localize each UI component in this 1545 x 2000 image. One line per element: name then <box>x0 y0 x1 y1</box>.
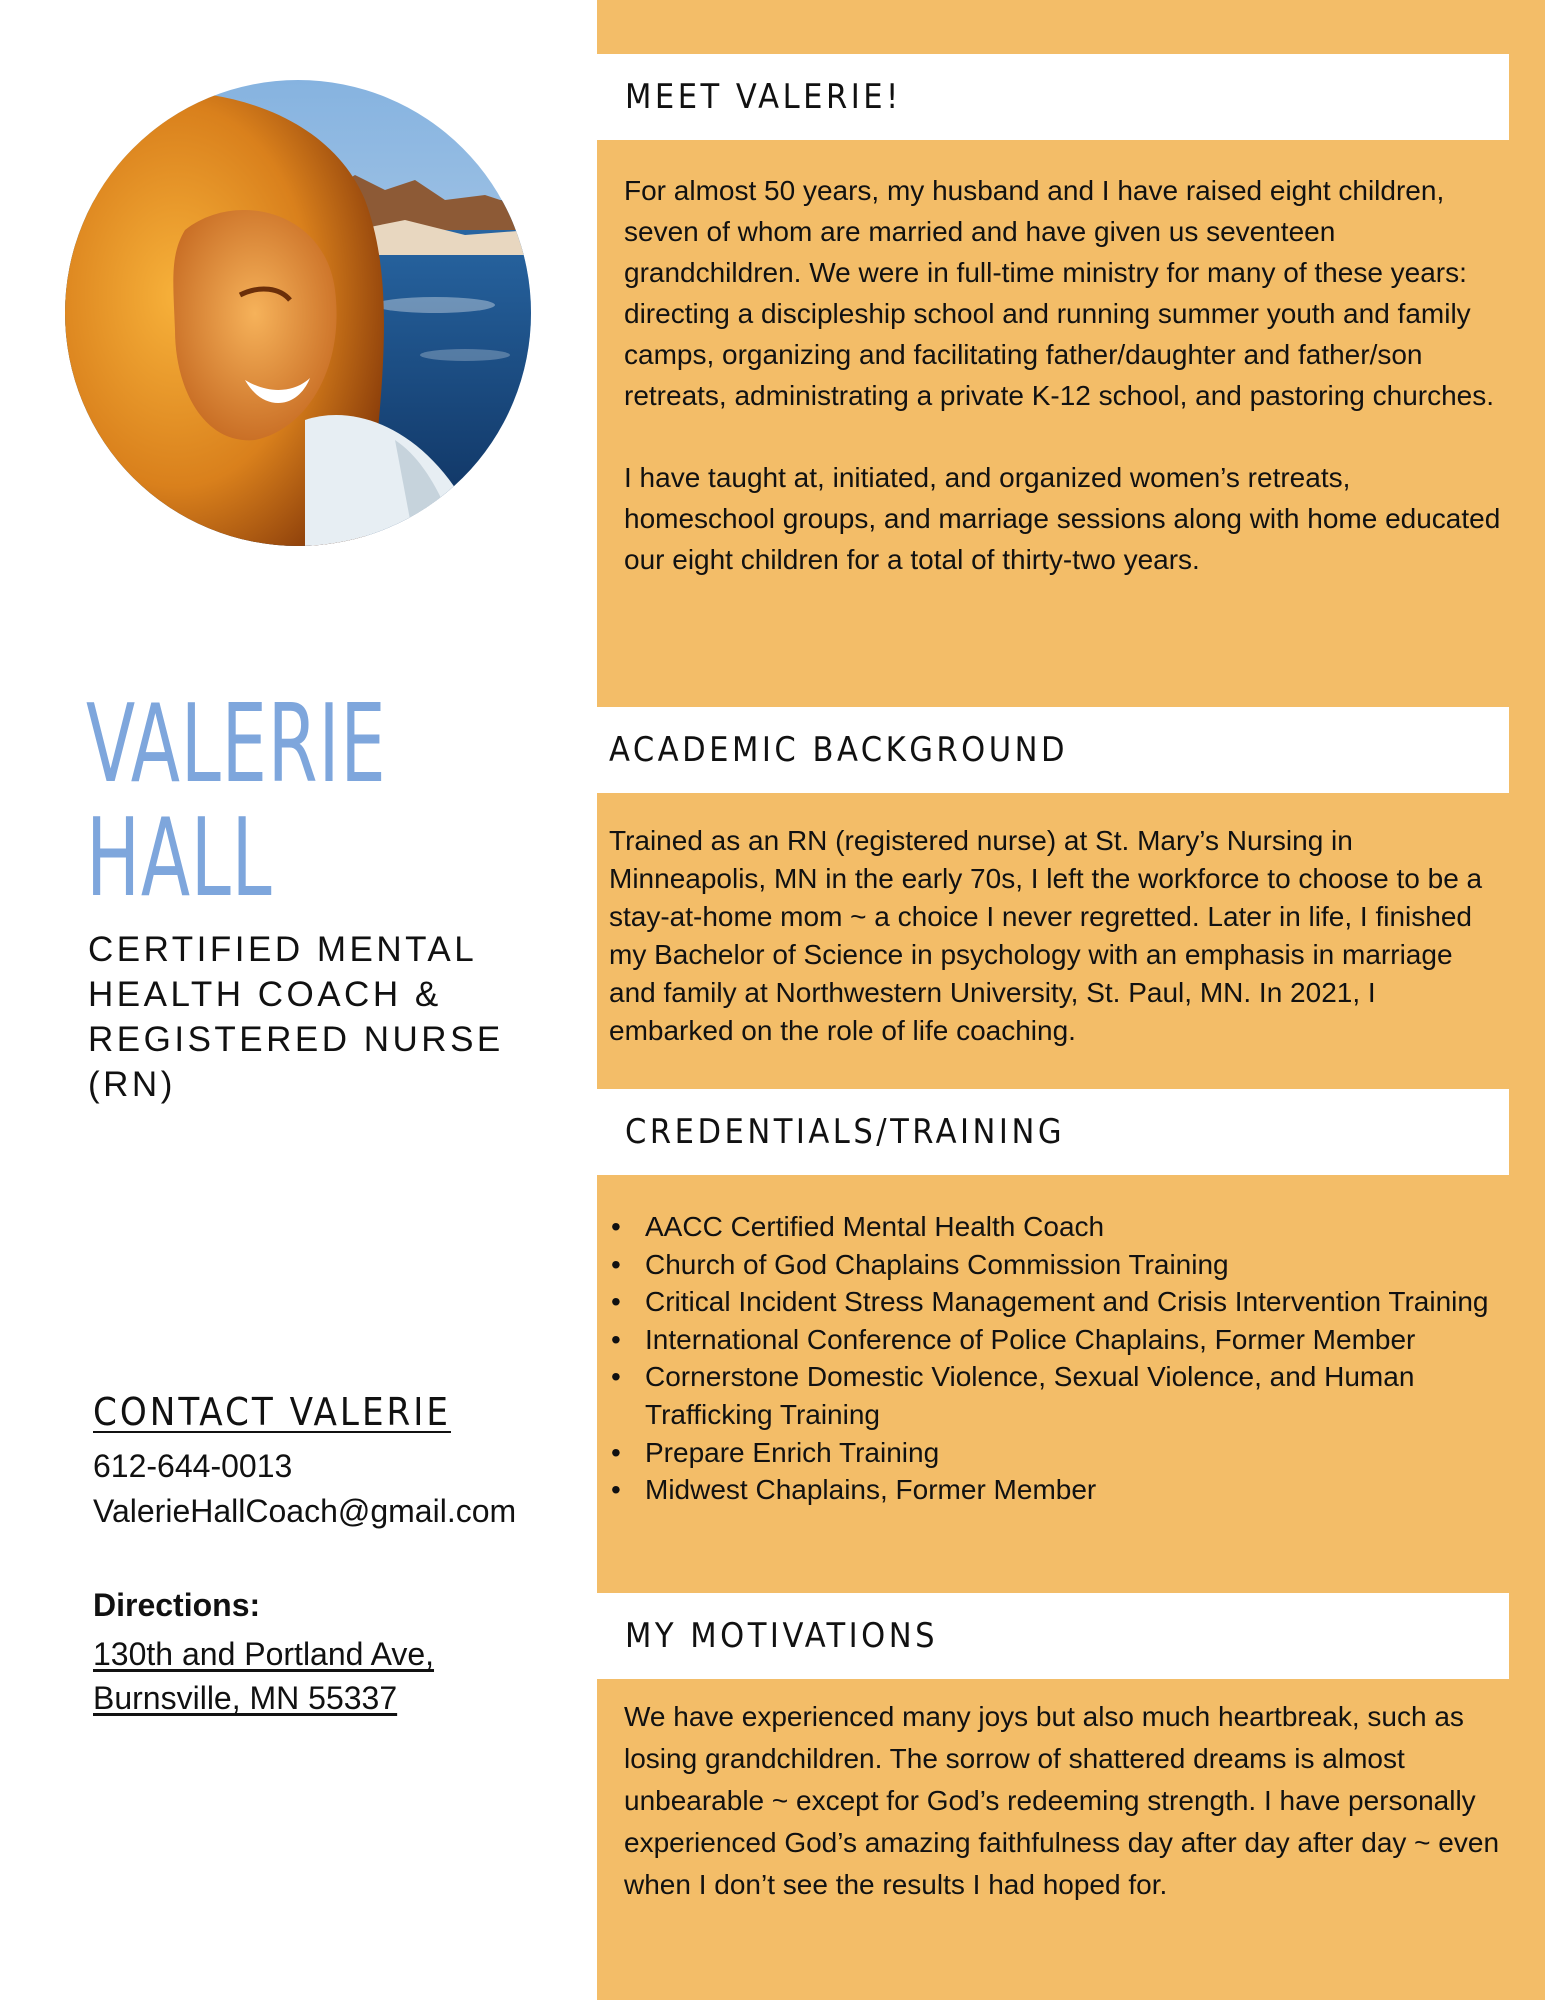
motivations-paragraph: We have experienced many joys but also much heartbreak, such as losing grandchildren. The sorrow of shattered dreams is almost unbearable ~ except for God’s redeeming strength. I have personally experienced God’s amazing faithfulness day after day after day ~ even when I don’t see the results I had hoped for. <box>624 1701 1500 1900</box>
academic-section-body <box>609 822 1499 1050</box>
list-item: • International Conference of Police Chaplains, Former Member <box>609 1321 1499 1359</box>
meet-section-title: MEET VALERIE! <box>625 77 902 117</box>
meet-section-body <box>624 170 1504 580</box>
academic-section-header <box>597 707 1509 793</box>
last-name: HALL <box>86 796 273 921</box>
meet-section-header <box>597 54 1509 140</box>
list-item: • Cornerstone Domestic Violence, Sexual Violence, and Human Trafficking Training <box>609 1358 1499 1433</box>
credentials-section-header <box>597 1089 1509 1175</box>
credentials-section-title: CREDENTIALS/TRAINING <box>625 1112 1066 1152</box>
first-name: VALERIE <box>86 682 387 807</box>
directions-label: Directions: <box>93 1587 261 1623</box>
academic-paragraph: Trained as an RN (registered nurse) at St. Mary’s Nursing in Minneapolis, MN in the early 70s, I left the workforce to choose to be a stay-at-home mom ~ a choice I never regretted. Later in life, I finished my Bachelor of Science in psychology with an emphasis in marriage and family at Northwestern University, St. Paul, MN. In 2021, I embarked on the role of life coaching. <box>609 825 1483 1046</box>
portrait-image <box>65 80 531 546</box>
profile-photo <box>65 80 531 546</box>
motivations-section-body <box>624 1696 1504 1906</box>
academic-section-title: ACADEMIC BACKGROUND <box>609 730 1069 770</box>
motivations-section-title: MY MOTIVATIONS <box>625 1616 939 1656</box>
list-item: • AACC Certified Mental Health Coach <box>609 1208 1499 1246</box>
address-link[interactable] <box>93 1632 434 1720</box>
address-line-1[interactable]: 130th and Portland Ave, <box>93 1636 435 1672</box>
phone-number[interactable]: 612-644-0013 <box>93 1448 293 1484</box>
meet-paragraph-2: I have taught at, initiated, and organized women’s retreats, homeschool groups, and marriage sessions along with home educated our eight children for a total of thirty-two years. <box>624 462 1501 575</box>
motivations-section-header <box>597 1593 1509 1679</box>
email-address[interactable]: ValerieHallCoach@gmail.com <box>93 1493 517 1529</box>
contact-heading: CONTACT VALERIE <box>93 1390 451 1434</box>
professional-title: CERTIFIED MENTAL HEALTH COACH & REGISTERED NURSE (RN) <box>88 930 504 1104</box>
list-item: • Church of God Chaplains Commission Training <box>609 1246 1499 1284</box>
list-item: • Critical Incident Stress Management and Crisis Intervention Training <box>609 1283 1499 1321</box>
credentials-list <box>609 1208 1499 1509</box>
person-name <box>86 682 434 921</box>
list-item: • Midwest Chaplains, Former Member <box>609 1471 1499 1509</box>
list-item: • Prepare Enrich Training <box>609 1434 1499 1472</box>
address-line-2[interactable]: Burnsville, MN 55337 <box>93 1680 398 1716</box>
meet-paragraph-1: For almost 50 years, my husband and I have raised eight children, seven of whom are married and have given us seventeen grandchildren. We were in full-time ministry for many of these years: directing a discipleship school and running summer youth and family camps, organizing and facilitating father/daughter and father/son retreats, administrating a private K-12 school, and pastoring churches. <box>624 175 1495 411</box>
